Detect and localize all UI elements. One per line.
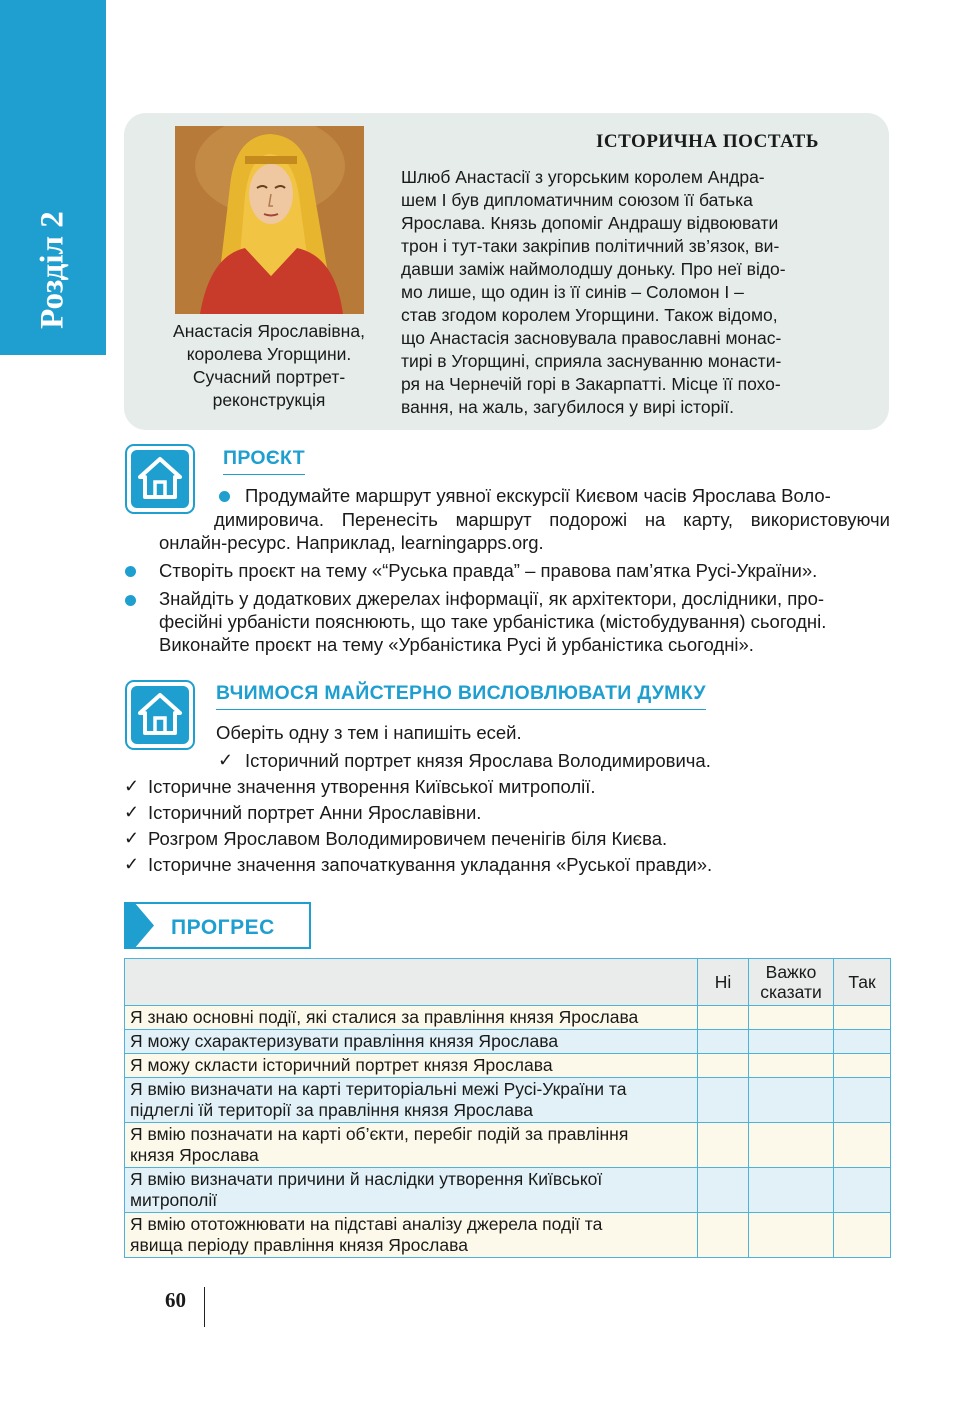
table-row: Я знаю основні події, які сталися за правління князя Ярослава [125, 1006, 891, 1030]
essay-house-icon [125, 680, 195, 750]
progress-heading: ПРОГРЕС [171, 916, 275, 939]
answer-cell-yes[interactable] [834, 1213, 891, 1258]
answer-cell-hard[interactable] [749, 1123, 834, 1168]
essay-heading: ВЧИМОСЯ МАЙСТЕРНО ВИСЛОВЛЮВАТИ ДУМКУ [216, 682, 706, 710]
answer-cell-no[interactable] [698, 1030, 749, 1054]
essay-topic-5: Історичне значення започаткування укладання «Руської правди». [148, 854, 713, 875]
project-item-3-line-2: фесійні урбаністи пояснюють, що таке урбаністика (містобудування) сьогодні. [159, 611, 827, 632]
answer-cell-hard[interactable] [749, 1168, 834, 1213]
answer-cell-no[interactable] [698, 1054, 749, 1078]
essay-topic-3: Історичний портрет Анни Ярославівни. [148, 802, 482, 823]
project-heading: ПРОЄКТ [223, 447, 305, 475]
project-item-3-line-1: Знайдіть у додаткових джерелах інформації, як архітектори, дослідники, про- [159, 588, 825, 609]
historical-figure-panel [124, 113, 889, 430]
answer-cell-yes[interactable] [834, 1078, 891, 1123]
answer-cell-yes[interactable] [834, 1054, 891, 1078]
table-row: Я можу схарактеризувати правління князя Ярослава [125, 1030, 891, 1054]
figure-text: Шлюб Анастасії з угорським королем Андра- шем І був дипломатичним союзом її батька Ярослава. Князь допоміг Андрашу відвоювати трон і тут-таки закріпив політичний зв’язок, ви- давши заміж наймолодшу доньку. Про неї відо- мо лише, що один із її синів – Соломон І – став згодом королем Угорщини. Також відомо, що Анастасія засновувала православні монас- тирі в Угорщині, сприяла заснуванню монасти- ря на Чернечій горі в Закарпатті. Місце її похо- вання, на жаль, загубилося у вирі історії. [401, 167, 786, 417]
answer-cell-hard[interactable] [749, 1006, 834, 1030]
table-row: Я вмію позначати на карті об’єкти, перебіг подій за правління князя Ярослава [125, 1123, 891, 1168]
column-no: Ні [698, 959, 749, 1006]
checkmark-icon: ✓ [124, 802, 140, 822]
table-row: Я вмію визначати на карті територіальні межі Русі-України та підлеглі їй території за правління князя Ярослава [125, 1078, 891, 1123]
answer-cell-yes[interactable] [834, 1030, 891, 1054]
table-row: Я вмію ототожнювати на підставі аналізу джерела події та явища періоду правління князя Ярослава [125, 1213, 891, 1258]
portrait-caption: Анастасія Ярославівна, королева Угорщини. Сучасний портрет- реконструкція [173, 321, 365, 410]
checkmark-icon: ✓ [124, 854, 140, 874]
portrait-image [175, 126, 364, 314]
page-number-divider [204, 1287, 205, 1327]
essay-topic-1: Історичний портрет князя Ярослава Володимировича. [245, 750, 711, 771]
table-header-row [125, 959, 891, 1006]
project-item-3-line-3: Виконайте проєкт на тему «Урбаністика Русі й урбаністика сьогодні». [159, 634, 754, 655]
table-row: Я вмію визначати причини й наслідки утворення Київської митрополії [125, 1168, 891, 1213]
answer-cell-no[interactable] [698, 1078, 749, 1123]
answer-cell-hard[interactable] [749, 1213, 834, 1258]
bullet-icon [125, 566, 136, 577]
figure-title: ІСТОРИЧНА ПОСТАТЬ [596, 131, 819, 152]
answer-cell-no[interactable] [698, 1168, 749, 1213]
essay-topic-2: Історичне значення утворення Київської митрополії. [148, 776, 596, 797]
column-yes: Так [834, 959, 891, 1006]
checkmark-icon: ✓ [218, 750, 234, 770]
project-item-1-line-2: димировича. Перенесіть маршрут подорожі на карту, використовуючи [214, 509, 890, 530]
checkmark-icon: ✓ [124, 776, 140, 796]
column-hard-to-say: Важко сказати [749, 959, 834, 1006]
project-item-1-line-1: Продумайте маршрут уявної екскурсії Києвом часів Ярослава Воло- [245, 485, 831, 506]
table-row: Я можу скласти історичний портрет князя Ярослава [125, 1054, 891, 1078]
progress-table [124, 958, 891, 1258]
answer-cell-no[interactable] [698, 1213, 749, 1258]
progress-heading-box [124, 902, 311, 949]
bullet-icon [125, 595, 136, 606]
checkmark-icon: ✓ [124, 828, 140, 848]
answer-cell-yes[interactable] [834, 1006, 891, 1030]
essay-intro: Оберіть одну з тем і напишіть есей. [216, 722, 522, 743]
project-item-1-line-3: онлайн-ресурс. Наприклад, learningapps.org. [159, 532, 544, 553]
page-number: 60 [165, 1288, 186, 1312]
answer-cell-yes[interactable] [834, 1168, 891, 1213]
project-house-icon [125, 444, 195, 514]
chapter-side-tab [0, 0, 106, 355]
answer-cell-yes[interactable] [834, 1123, 891, 1168]
answer-cell-hard[interactable] [749, 1054, 834, 1078]
chapter-label: Розділ 2 [34, 211, 71, 329]
answer-cell-hard[interactable] [749, 1078, 834, 1123]
answer-cell-no[interactable] [698, 1006, 749, 1030]
arrow-right-icon [124, 902, 156, 949]
essay-topic-4: Розгром Ярославом Володимировичем печенігів біля Києва. [148, 828, 668, 849]
project-item-2: Створіть проєкт на тему «“Руська правда” – правова пам’ятка Русі-України». [159, 560, 818, 581]
answer-cell-no[interactable] [698, 1123, 749, 1168]
bullet-icon [219, 491, 230, 502]
answer-cell-hard[interactable] [749, 1030, 834, 1054]
